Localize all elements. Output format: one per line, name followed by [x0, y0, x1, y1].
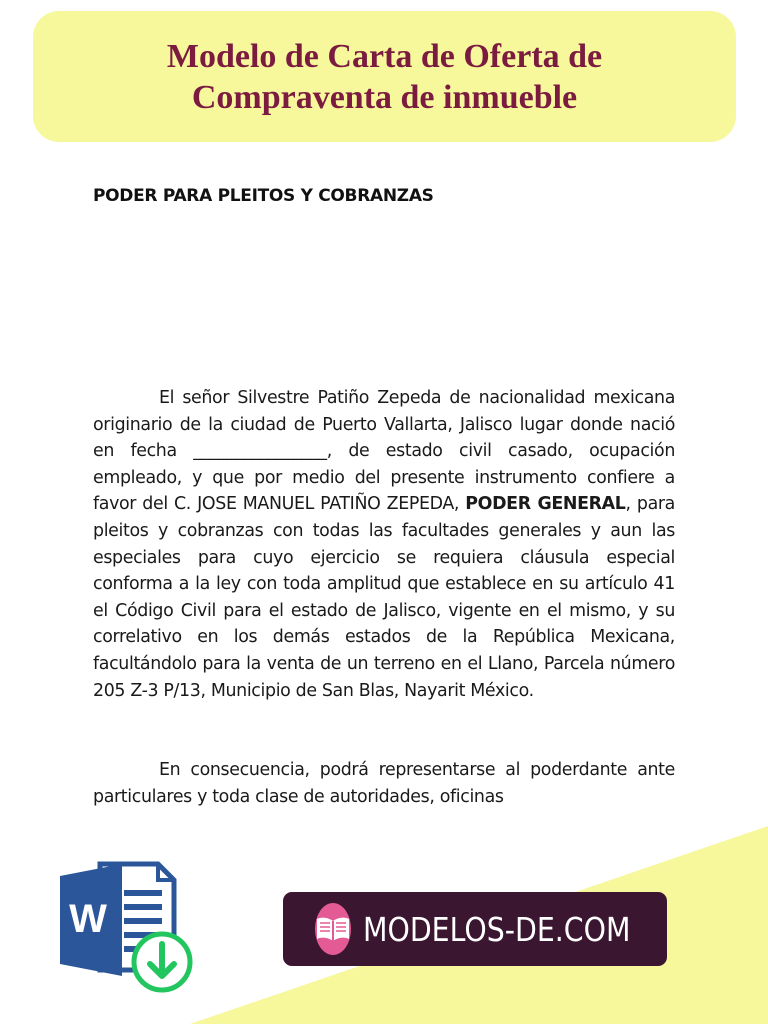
word-icon-letter: W: [69, 897, 107, 941]
download-arrow-icon[interactable]: [134, 934, 190, 990]
brand-label: MODELOS-DE.COM: [363, 909, 631, 949]
page-title-line-2: Compraventa de inmueble: [191, 78, 578, 116]
document-paragraph-1: [93, 385, 675, 704]
title-banner: [33, 11, 736, 142]
brand-banner-link[interactable]: [283, 892, 667, 966]
open-book-icon: [315, 903, 351, 955]
paragraph-1-text-b: , para pleitos y cobranzas con todas las facultades generales y aun las especiales para cuyo ejercicio se requiera cláusula especial conforma a la ley con toda amplitud que establece en su artículo 41 el Código Civil para el estado de Jalisco, vigente en el mismo, y su correlativo en los demás estados de la República Mexicana, facultándolo para la venta de un terreno en el Llano, Parcela número 205 Z-3 P/13, Municipio de San Blas, Nayarit México.: [93, 494, 675, 701]
paragraph-1-bold-text: PODER GENERAL: [465, 494, 626, 515]
document-heading: PODER PARA PLEITOS Y COBRANZAS: [93, 186, 434, 206]
document-paragraph-2: En consecuencia, podrá representarse al poderdante ante particulares y toda clase de autoridades, oficinas: [93, 760, 675, 807]
page-title-line-1: Modelo de Carta de Oferta de: [166, 37, 603, 75]
word-document-icon[interactable]: [58, 858, 198, 998]
paragraph-1-text-a: El señor Silvestre Patiño Zepeda de nacionalidad mexicana originario de la ciudad de Puerto Vallarta, Jalisco lugar donde nació en fecha ________________, de estado civil casado, ocupación empleado, y que por medio del presente instrumento confiere a favor del C. JOSE MANUEL PATIÑO ZEPEDA,: [93, 388, 675, 515]
